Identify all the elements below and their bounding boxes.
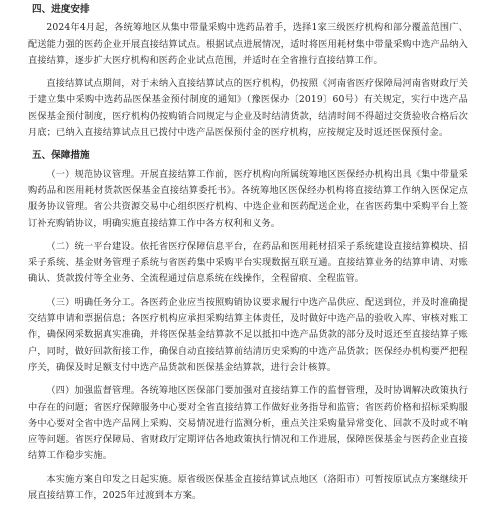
paragraph-platform-construction: （二）统一平台建设。依托省医疗保障信息平台，在药品和医用耗材招采子系统建设直接结算模块、招采子系统、基金财务管理子系统与省医药集中采购平台实现数据互联互通。直接结算业务的结算申请、对账确认、货款拨付等全业务、全流程通过信息系统在线操作，全程留痕、全程监管。 [28,240,468,285]
paragraph-agreement-management: （一）规范协议管理。开展直接结算工作前，医疗机构向所属统筹地区医保经办机构出具《集中带量采购药品和医用耗材货款医保基金直接结算委托书》。各统筹地区医保经办机构将直接结算工作纳入医保定点服务协议管理。省公共资源交易中心组织医疗机构、中选企业和医药配送企业，在省医药集中采购平台上签订补充购销协议，明确实施直接结算工作中各方权利和义务。 [28,168,468,229]
paragraph-supervision: （四）加强监督管理。各统筹地区医保部门要加强对直接结算工作的监督管理，及时协调解决政策执行中存在的问题；省医疗保障服务中心要对全省直接结算工作做好业务指导和监管；省医药价格和招标采购服务中心要对全省中选产品网上采购、交易情况进行监测分析，重点关注采购量异常变化、回款不及时或不响应等问题。省医疗保障局、省财政厅定期评估各地政策执行情况和工作进展，保障医保基金与医药企业直接结算工作稳步实施。 [28,385,468,462]
paragraph-effective-date: 本实施方案自印发之日起实施。原省级医保基金直接结算试点地区（洛阳市）可暂按原试点方案继续开展直接结算工作，2025年过渡到本方案。 [28,473,468,502]
paragraph-timeline: 2024年4月起，各统筹地区从集中带量采购中选药品着手，选择1家三级医疗机构和部分覆盖范围广、配送能力强的医药企业开展直接结算试点。根据试点进展情况，适时将医用耗材集中带量采购中选产品纳入直接结算，逐步扩大医疗机构和医药企业试点范围，并适时在全省推行直接结算工作。 [28,22,468,66]
section-heading-safeguards: 五、保障措施 [32,150,90,162]
paragraph-prepayment: 直接结算试点期间，对于未纳入直接结算试点的医疗机构，仍按照《河南省医疗保障局河南省财政厅关于建立集中采购中选药品医保基金预付制度的通知》（豫医保办〔2019〕60号）有关规定，实行中选产品医保基金预付制度，医疗机构仍按购销合同规定与企业及时结清货款，结清时间不得超过交货验收合格后次月底；已纳入直接结算试点且已拨付中选产品医保预付金的医疗机构，应按规定及时返还医保预付金。 [28,78,468,139]
section-heading-schedule: 四、进度安排 [32,4,90,15]
paragraph-task-division: （三）明确任务分工。各医药企业应当按照购销协议要求履行中选产品供应、配送到位，并及时准确提交结算申请和票据信息；各医疗机构应承担采购结算主体责任，及时做好中选产品的验收入库、审核对账工作，确保网采数据真实准确，并将医保基金结算款不足以抵扣中选产品货款的部分及时返还至直接结算子账户，同时，做好回款衔接工作，确保自动直接结算前结清历史采购的中选产品货款；医保经办机构要严把程序关，确保及时足额支付中选产品货款和医保基金结算款，进行会计核算。 [28,296,468,373]
